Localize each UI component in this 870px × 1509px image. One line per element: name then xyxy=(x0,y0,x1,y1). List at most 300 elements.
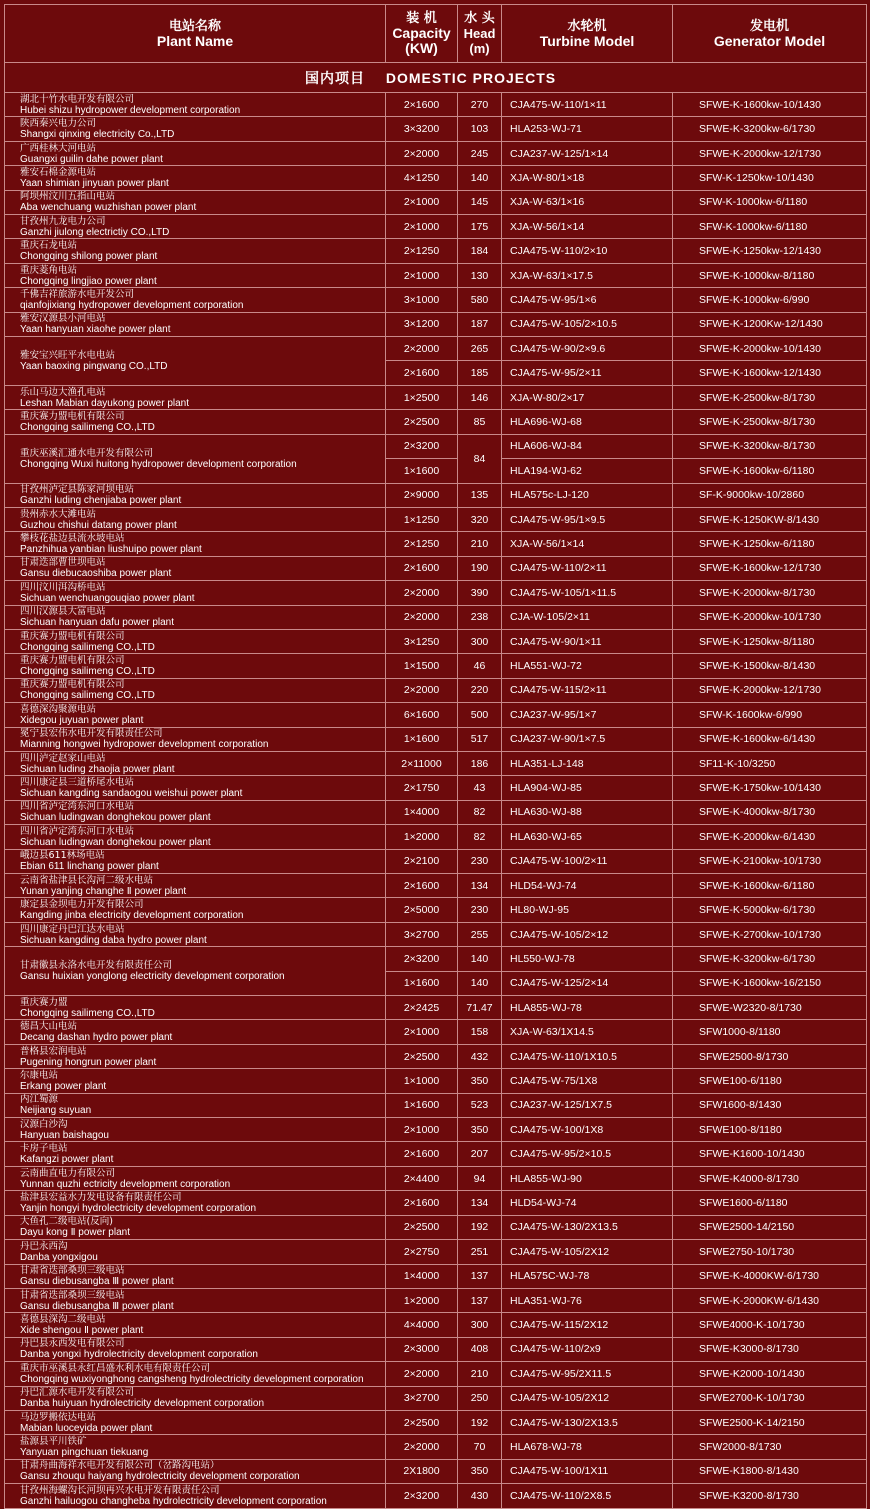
capacity-cell: 1×1250 xyxy=(386,507,458,531)
head-cell: 230 xyxy=(458,898,502,922)
head-cell: 130 xyxy=(458,263,502,287)
plant-name-cell xyxy=(5,312,386,336)
table-row xyxy=(5,312,867,336)
head-cell: 146 xyxy=(458,385,502,409)
plant-name-cell xyxy=(5,117,386,141)
plant-name-cn: 广西桂林大河电站 xyxy=(20,142,97,154)
table-row xyxy=(5,532,867,556)
head-cell: 220 xyxy=(458,678,502,702)
turbine-model-cell: CJA475-W-95/2×11 xyxy=(502,361,673,385)
section-title: 国内项目 DOMESTIC PROJECTS xyxy=(5,63,867,93)
table-row xyxy=(5,1118,867,1142)
plant-name-cn: 盐源县平川铁矿 xyxy=(20,1436,87,1448)
plant-name-cn: 丹巴县永西发电有限公司 xyxy=(20,1338,125,1350)
plant-name-en: Sichuan kangding sandaogou weishui power plant xyxy=(20,788,243,800)
turbine-model-cell: CJA475-W-105/2×12 xyxy=(502,922,673,946)
table-row xyxy=(5,605,867,629)
head-header: 水 头 Head (m) xyxy=(458,5,502,63)
table-row xyxy=(5,1142,867,1166)
plant-name-cell xyxy=(5,800,386,824)
capacity-cell: 1×1600 xyxy=(386,1093,458,1117)
plant-name-cell xyxy=(5,288,386,312)
generator-model-cell: SFWE-K-4000kw-8/1730 xyxy=(673,800,867,824)
head-cell: 134 xyxy=(458,1191,502,1215)
generator-model-cell: SFW1600-8/1430 xyxy=(673,1093,867,1117)
table-row xyxy=(5,141,867,165)
generator-model-cell: SFWE-K-1750kw-10/1430 xyxy=(673,776,867,800)
plant-name-en: Leshan Mabian dayukong power plant xyxy=(20,397,190,409)
capacity-cell: 2×1750 xyxy=(386,776,458,800)
plant-name-cn: 雅安石棉金源电站 xyxy=(20,166,97,178)
plant-name-cell xyxy=(5,215,386,239)
plant-name-en: Sichuan ludingwan donghekou power plant xyxy=(20,836,211,848)
generator-model-cell: SFWE-K2000-10/1430 xyxy=(673,1362,867,1386)
plant-name-en: Sichuan hanyuan dafu power plant xyxy=(20,617,175,629)
head-cell: 192 xyxy=(458,1215,502,1239)
generator-model-cell: SFWE100-8/1180 xyxy=(673,1118,867,1142)
turbine-model-header: 水轮机 Turbine Model xyxy=(502,5,673,63)
plant-name-header: 电站名称 Plant Name xyxy=(5,5,386,63)
generator-model-cell: SFW2000-8/1730 xyxy=(673,1435,867,1459)
turbine-model-cell: HLD54-WJ-74 xyxy=(502,1191,673,1215)
plant-name-cell xyxy=(5,1313,386,1337)
head-cell: 71.47 xyxy=(458,996,502,1020)
plant-name-en: Sichuan wenchuangouqiao power plant xyxy=(20,592,195,604)
turbine-model-cell: HLA351-LJ-148 xyxy=(502,751,673,775)
plant-name-en: Pugening hongrun power plant xyxy=(20,1056,157,1068)
generator-model-cell: SFWE-K-2000kw-6/1430 xyxy=(673,825,867,849)
capacity-cell: 2×1000 xyxy=(386,215,458,239)
head-cell: 320 xyxy=(458,507,502,531)
table-row xyxy=(5,1044,867,1068)
plant-name-cn: 甘孜州海螺沟长河坝再兴水电开发有限责任公司 xyxy=(20,1484,220,1496)
generator-model-cell: SFWE-K-3200kw-8/1730 xyxy=(673,434,867,458)
plant-name-en: Yunan yanjing changhe Ⅱ power plant xyxy=(20,885,187,897)
plant-name-cn: 云南省盐津县长沟河二级水电站 xyxy=(20,874,154,886)
plant-name-cn: 内江蜀源 xyxy=(20,1094,59,1106)
plant-name-cn: 马边罗搬依达电站 xyxy=(20,1411,97,1423)
plant-name-cn: 喜德县深沟二级电站 xyxy=(20,1314,106,1326)
turbine-model-cell: HLA855-WJ-90 xyxy=(502,1166,673,1190)
plant-name-cn: 甘孜州九龙电力公司 xyxy=(20,215,106,227)
plant-name-cn: 乐山马边大渔孔电站 xyxy=(20,386,106,398)
table-row xyxy=(5,581,867,605)
plant-name-cell xyxy=(5,947,386,996)
turbine-model-cell: CJA-W-105/2×11 xyxy=(502,605,673,629)
plant-name-en: Gansu huixian yonglong electricity development corporation xyxy=(20,971,285,983)
capacity-cell: 2×1000 xyxy=(386,190,458,214)
head-cell: 70 xyxy=(458,1435,502,1459)
generator-model-cell: SFWE-K-1200Kw-12/1430 xyxy=(673,312,867,336)
plant-name-en: Yanyuan pingchuan tiekuang xyxy=(20,1447,149,1459)
capacity-cell: 1×1600 xyxy=(386,971,458,995)
plant-name-cn: 攀枝花盐边县流水坡电站 xyxy=(20,533,125,545)
generator-model-cell: SFWE-K-1500kw-8/1430 xyxy=(673,654,867,678)
capacity-header: 装 机 Capacity (KW) xyxy=(386,5,458,63)
plant-name-cn: 峨边县611林场电站 xyxy=(20,850,105,862)
head-cell: 43 xyxy=(458,776,502,800)
plant-name-en: Yaan hanyuan xiaohe power plant xyxy=(20,324,171,336)
plant-name-cell xyxy=(5,1215,386,1239)
generator-model-cell: SFWE-K-2000KW-6/1430 xyxy=(673,1288,867,1312)
turbine-model-cell: HLA194-WJ-62 xyxy=(502,459,673,483)
head-cell: 94 xyxy=(458,1166,502,1190)
head-cell: 82 xyxy=(458,825,502,849)
table-row xyxy=(5,825,867,849)
turbine-model-cell: CJA475-W-110/1X10.5 xyxy=(502,1044,673,1068)
plant-name-cell xyxy=(5,337,386,386)
turbine-model-cell: CJA475-W-115/2×11 xyxy=(502,678,673,702)
plant-name-cn: 甘肃徽县永洛水电开发有限责任公司 xyxy=(20,960,173,972)
turbine-model-cell: XJA-W-63/1×17.5 xyxy=(502,263,673,287)
plant-name-en: Danba yongxi hydrolectricity development corporation xyxy=(20,1349,258,1361)
table-row xyxy=(5,947,867,971)
table-row xyxy=(5,215,867,239)
turbine-model-cell: CJA475-W-95/1×9.5 xyxy=(502,507,673,531)
generator-model-cell: SFWE-K-4000KW-6/1730 xyxy=(673,1264,867,1288)
capacity-cell: 1×2500 xyxy=(386,385,458,409)
plant-name-cn: 陕西秦兴电力公司 xyxy=(20,118,97,130)
head-cell: 245 xyxy=(458,141,502,165)
capacity-cell: 2×2500 xyxy=(386,1215,458,1239)
plant-name-cell xyxy=(5,190,386,214)
plant-name-en: Dayu kong Ⅱ power plant xyxy=(20,1227,130,1239)
head-cell: 408 xyxy=(458,1337,502,1361)
generator-model-cell: SFWE2500-8/1730 xyxy=(673,1044,867,1068)
plant-name-cell xyxy=(5,1288,386,1312)
plant-name-en: Decang dashan hydro power plant xyxy=(20,1032,173,1044)
header-row xyxy=(5,5,867,63)
capacity-cell: 2×2000 xyxy=(386,141,458,165)
plant-name-cell xyxy=(5,776,386,800)
plant-name-en: Guangxi guilin dahe power plant xyxy=(20,153,163,165)
turbine-model-cell: CJA475-W-100/1X11 xyxy=(502,1459,673,1483)
generator-model-cell: SFWE2500-K-14/2150 xyxy=(673,1410,867,1434)
plant-name-cell xyxy=(5,410,386,434)
plant-name-cn: 普格县宏润电站 xyxy=(20,1045,87,1057)
plant-name-en: Ganzhi luding chenjiaba power plant xyxy=(20,495,182,507)
capacity-cell: 2×1600 xyxy=(386,93,458,117)
plant-name-en: Gansu diebusangba Ⅲ power plant xyxy=(20,1276,174,1288)
turbine-model-cell: HLA696-WJ-68 xyxy=(502,410,673,434)
turbine-model-cell: CJA475-W-90/1×11 xyxy=(502,629,673,653)
plant-name-cn: 丹巴永西沟 xyxy=(20,1240,68,1252)
plant-name-cn: 喜德深沟聚源电站 xyxy=(20,703,97,715)
plant-name-cell xyxy=(5,678,386,702)
plant-name-en: Chongqing sailimeng CO.,LTD xyxy=(20,666,155,678)
capacity-cell: 1×1600 xyxy=(386,459,458,483)
plant-name-en: Danba yongxigou xyxy=(20,1251,98,1263)
capacity-cell: 2×1250 xyxy=(386,532,458,556)
plant-name-en: Sichuan ludingwan donghekou power plant xyxy=(20,812,211,824)
plant-name-cn: 四川康定丹巴江达水电站 xyxy=(20,923,125,935)
generator-model-cell: SFWE-K-2500kw-8/1730 xyxy=(673,410,867,434)
plant-name-cell xyxy=(5,1020,386,1044)
plant-name-cell xyxy=(5,141,386,165)
table-row xyxy=(5,1215,867,1239)
capacity-cell: 4×4000 xyxy=(386,1313,458,1337)
capacity-cell: 1×1500 xyxy=(386,654,458,678)
plant-name-cn: 康定县金坝电力开发有限公司 xyxy=(20,899,144,911)
plant-name-en: Sichuan luding zhaojia power plant xyxy=(20,763,175,775)
plant-name-cell xyxy=(5,898,386,922)
table-row xyxy=(5,1484,867,1508)
table-row xyxy=(5,898,867,922)
turbine-model-cell: CJA475-W-105/2X12 xyxy=(502,1240,673,1264)
table-row xyxy=(5,385,867,409)
capacity-cell: 2×2750 xyxy=(386,1240,458,1264)
plant-name-cell xyxy=(5,922,386,946)
plant-name-en: Danba huiyuan hydrolectricity development corporation xyxy=(20,1398,265,1410)
plant-name-cn: 重庆菱角电站 xyxy=(20,264,78,276)
plant-name-cn: 四川省泸定湾东河口水电站 xyxy=(20,825,135,837)
plant-name-cell xyxy=(5,434,386,483)
turbine-model-cell: CJA475-W-105/1×11.5 xyxy=(502,581,673,605)
plant-name-cn: 四川汉源县大富电站 xyxy=(20,606,106,618)
head-cell: 192 xyxy=(458,1410,502,1434)
head-cell: 255 xyxy=(458,922,502,946)
plant-name-cn: 重庆市巫溪县永红昌盛水利水电有限责任公司 xyxy=(20,1362,211,1374)
table-row xyxy=(5,1191,867,1215)
turbine-model-cell: CJA475-W-130/2X13.5 xyxy=(502,1410,673,1434)
turbine-model-cell: CJA475-W-75/1X8 xyxy=(502,1069,673,1093)
plant-name-cn: 大鱼孔二级电站(反向) xyxy=(20,1216,113,1228)
plant-name-en: Erkang power plant xyxy=(20,1080,107,1092)
turbine-model-cell: CJA237-W-95/1×7 xyxy=(502,703,673,727)
head-cell: 140 xyxy=(458,166,502,190)
generator-model-cell: SFWE-K-1600kw-12/1430 xyxy=(673,361,867,385)
head-cell: 390 xyxy=(458,581,502,605)
generator-model-cell: SFWE-K3200-8/1730 xyxy=(673,1484,867,1508)
plant-name-cell xyxy=(5,727,386,751)
turbine-model-cell: CJA475-W-95/2X11.5 xyxy=(502,1362,673,1386)
generator-model-cell: SFWE-K-1250KW-8/1430 xyxy=(673,507,867,531)
plant-name-en: Neijiang suyuan xyxy=(20,1105,92,1117)
table-row xyxy=(5,1020,867,1044)
plant-name-cn: 甘肃舟曲海祥水电开发有限公司（岔路沟电站） xyxy=(20,1460,220,1472)
table-row xyxy=(5,434,867,458)
turbine-model-cell: CJA475-W-100/2×11 xyxy=(502,849,673,873)
table-row xyxy=(5,1435,867,1459)
plant-name-cn: 重庆赛力盟电机有限公司 xyxy=(20,630,125,642)
turbine-model-cell: XJA-W-80/2×17 xyxy=(502,385,673,409)
table-row xyxy=(5,1240,867,1264)
head-cell: 250 xyxy=(458,1386,502,1410)
capacity-cell: 2×1000 xyxy=(386,263,458,287)
table-row xyxy=(5,166,867,190)
turbine-model-cell: HLA855-WJ-78 xyxy=(502,996,673,1020)
plant-name-cn: 甘肃迭部曹世坝电站 xyxy=(20,557,106,569)
capacity-cell: 2X1800 xyxy=(386,1459,458,1483)
plant-name-en: Gansu zhouqu haiyang hydrolectricity development corporation xyxy=(20,1471,300,1483)
table-row xyxy=(5,1069,867,1093)
plant-name-cn: 丹巴汇源水电开发有限公司 xyxy=(20,1387,135,1399)
head-cell: 300 xyxy=(458,629,502,653)
generator-model-cell: SFWE-K4000-8/1730 xyxy=(673,1166,867,1190)
generator-model-cell: SFWE-K-1600kw-10/1430 xyxy=(673,93,867,117)
generator-model-cell: SFWE-K1600-10/1430 xyxy=(673,1142,867,1166)
plant-name-cell xyxy=(5,581,386,605)
head-cell: 186 xyxy=(458,751,502,775)
plant-name-cn: 甘孜州泸定县陈家河坝电站 xyxy=(20,484,135,496)
table-row xyxy=(5,410,867,434)
turbine-model-cell: XJA-W-56/1×14 xyxy=(502,215,673,239)
capacity-cell: 2×3200 xyxy=(386,947,458,971)
plant-name-en: Kafangzi power plant xyxy=(20,1154,114,1166)
plant-name-en: Shangxi qinxing electricity Co.,LTD xyxy=(20,129,175,141)
turbine-model-cell: CJA475-W-95/2×10.5 xyxy=(502,1142,673,1166)
turbine-model-cell: HLA678-WJ-78 xyxy=(502,1435,673,1459)
head-cell: 140 xyxy=(458,971,502,995)
head-cell: 175 xyxy=(458,215,502,239)
table-row xyxy=(5,483,867,507)
plant-name-en: qianfojixiang hydropower development corporation xyxy=(20,299,244,311)
table-row xyxy=(5,239,867,263)
capacity-cell: 2×1600 xyxy=(386,1191,458,1215)
capacity-cell: 2×1600 xyxy=(386,1142,458,1166)
capacity-cell: 3×3200 xyxy=(386,117,458,141)
turbine-model-cell: CJA475-W-110/2X8.5 xyxy=(502,1484,673,1508)
plant-name-cell xyxy=(5,1386,386,1410)
turbine-model-cell: HLA606-WJ-84 xyxy=(502,434,673,458)
plant-name-cn: 重庆赛力盟电机有限公司 xyxy=(20,679,125,691)
turbine-model-cell: HL80-WJ-95 xyxy=(502,898,673,922)
capacity-cell: 2×1600 xyxy=(386,874,458,898)
turbine-model-cell: XJA-W-63/1×16 xyxy=(502,190,673,214)
generator-model-cell: SFWE2500-14/2150 xyxy=(673,1215,867,1239)
plant-name-cn: 四川泸定赵家山电站 xyxy=(20,752,106,764)
capacity-cell: 2×5000 xyxy=(386,898,458,922)
plant-name-cell xyxy=(5,825,386,849)
plant-name-cell xyxy=(5,1459,386,1483)
generator-model-cell: SFWE-K-5000kw-6/1730 xyxy=(673,898,867,922)
plant-name-en: Xide shengou Ⅱ power plant xyxy=(20,1325,144,1337)
turbine-model-cell: HLA551-WJ-72 xyxy=(502,654,673,678)
generator-model-cell: SFW1000-8/1180 xyxy=(673,1020,867,1044)
table-row xyxy=(5,1386,867,1410)
head-cell: 137 xyxy=(458,1264,502,1288)
plant-name-en: Chongqing shilong power plant xyxy=(20,251,158,263)
generator-model-cell: SF-K-9000kw-10/2860 xyxy=(673,483,867,507)
plant-name-en: Yaan baoxing pingwang CO.,LTD xyxy=(20,360,168,372)
plant-name-cn: 云南曲直电力有限公司 xyxy=(20,1167,116,1179)
generator-model-cell: SFWE-K-1600kw-12/1730 xyxy=(673,556,867,580)
capacity-cell: 2×2500 xyxy=(386,410,458,434)
generator-model-cell: SFWE-K-2100kw-10/1730 xyxy=(673,849,867,873)
plant-name-en: Xidegou juyuan power plant xyxy=(20,714,144,726)
plant-name-en: Aba wenchuang wuzhishan power plant xyxy=(20,202,197,214)
generator-model-cell: SFWE2750-10/1730 xyxy=(673,1240,867,1264)
turbine-model-cell: HLD54-WJ-74 xyxy=(502,874,673,898)
capacity-cell: 2×3200 xyxy=(386,1484,458,1508)
table-row xyxy=(5,1264,867,1288)
table-row xyxy=(5,93,867,117)
plant-name-en: Yaan shimian jinyuan power plant xyxy=(20,177,169,189)
plant-name-cn: 阿坝州汶川五指山电站 xyxy=(20,191,116,203)
table-row xyxy=(5,776,867,800)
turbine-model-cell: HLA904-WJ-85 xyxy=(502,776,673,800)
capacity-cell: 1×4000 xyxy=(386,1264,458,1288)
table-row xyxy=(5,874,867,898)
plant-name-cn: 盐津县宏益水力发电设备有限责任公司 xyxy=(20,1191,182,1203)
plant-name-cell xyxy=(5,1118,386,1142)
capacity-cell: 2×2000 xyxy=(386,678,458,702)
generator-model-cell: SFWE-K-1000kw-6/990 xyxy=(673,288,867,312)
turbine-model-cell: CJA475-W-110/2×10 xyxy=(502,239,673,263)
generator-model-cell: SFWE-K-2000kw-12/1730 xyxy=(673,678,867,702)
turbine-model-cell: HLA253-WJ-71 xyxy=(502,117,673,141)
table-row xyxy=(5,629,867,653)
plant-name-cell xyxy=(5,1435,386,1459)
plant-name-en: Sichuan kangding daba hydro power plant xyxy=(20,934,207,946)
generator-model-cell: SFWE-W2320-8/1730 xyxy=(673,996,867,1020)
generator-model-cell: SFWE1600-6/1180 xyxy=(673,1191,867,1215)
table-row xyxy=(5,263,867,287)
turbine-model-cell: XJA-W-63/1X14.5 xyxy=(502,1020,673,1044)
turbine-model-cell: CJA475-W-110/1×11 xyxy=(502,93,673,117)
table-row xyxy=(5,654,867,678)
head-cell: 251 xyxy=(458,1240,502,1264)
plant-name-cn: 重庆赛力盟电机有限公司 xyxy=(20,655,125,667)
generator-model-cell: SFWE-K-2000kw-12/1730 xyxy=(673,141,867,165)
generator-model-cell: SFW-K-1000kw-6/1180 xyxy=(673,215,867,239)
table-row xyxy=(5,703,867,727)
head-cell: 145 xyxy=(458,190,502,214)
plant-name-cell xyxy=(5,239,386,263)
head-cell: 270 xyxy=(458,93,502,117)
generator-model-cell: SFW-K-1000kw-6/1180 xyxy=(673,190,867,214)
plant-name-en: Chongqing sailimeng CO.,LTD xyxy=(20,690,155,702)
table-row xyxy=(5,1093,867,1117)
plant-name-cell xyxy=(5,166,386,190)
head-cell: 103 xyxy=(458,117,502,141)
head-cell: 158 xyxy=(458,1020,502,1044)
head-cell: 82 xyxy=(458,800,502,824)
generator-model-cell: SFWE2700-K-10/1730 xyxy=(673,1386,867,1410)
generator-model-cell: SFWE-K-2000kw-10/1430 xyxy=(673,337,867,361)
capacity-cell: 2×2500 xyxy=(386,1410,458,1434)
plant-name-en: Mabian luoceyida power plant xyxy=(20,1422,153,1434)
plant-name-cell xyxy=(5,1337,386,1361)
capacity-cell: 6×1600 xyxy=(386,703,458,727)
generator-model-cell: SFWE4000-K-10/1730 xyxy=(673,1313,867,1337)
plant-name-cn: 德昌大山电站 xyxy=(20,1021,78,1033)
capacity-cell: 1×2000 xyxy=(386,825,458,849)
head-cell: 517 xyxy=(458,727,502,751)
table-row xyxy=(5,1288,867,1312)
head-cell: 580 xyxy=(458,288,502,312)
plant-name-cell xyxy=(5,1264,386,1288)
capacity-cell: 2×2000 xyxy=(386,605,458,629)
plant-name-en: Chongqing Wuxi huitong hydropower development corporation xyxy=(20,458,297,470)
table-row xyxy=(5,996,867,1020)
head-cell: 210 xyxy=(458,1362,502,1386)
plant-name-cn: 四川康定县三道桥尾水电站 xyxy=(20,777,135,789)
plant-name-cn: 湖北十竹水电开发有限公司 xyxy=(20,93,135,105)
plant-name-en: Kangding jinba electricity development corporation xyxy=(20,910,244,922)
generator-model-cell: SFWE100-6/1180 xyxy=(673,1069,867,1093)
table-row xyxy=(5,727,867,751)
plant-name-cell xyxy=(5,629,386,653)
turbine-model-cell: XJA-W-56/1×14 xyxy=(502,532,673,556)
capacity-cell: 2×1600 xyxy=(386,556,458,580)
plant-name-cn: 甘肃省迭部桑坝三级电站 xyxy=(20,1289,125,1301)
head-cell: 430 xyxy=(458,1484,502,1508)
turbine-model-cell: CJA475-W-125/2×14 xyxy=(502,971,673,995)
head-cell: 230 xyxy=(458,849,502,873)
table-row xyxy=(5,337,867,361)
plant-name-cell xyxy=(5,93,386,117)
